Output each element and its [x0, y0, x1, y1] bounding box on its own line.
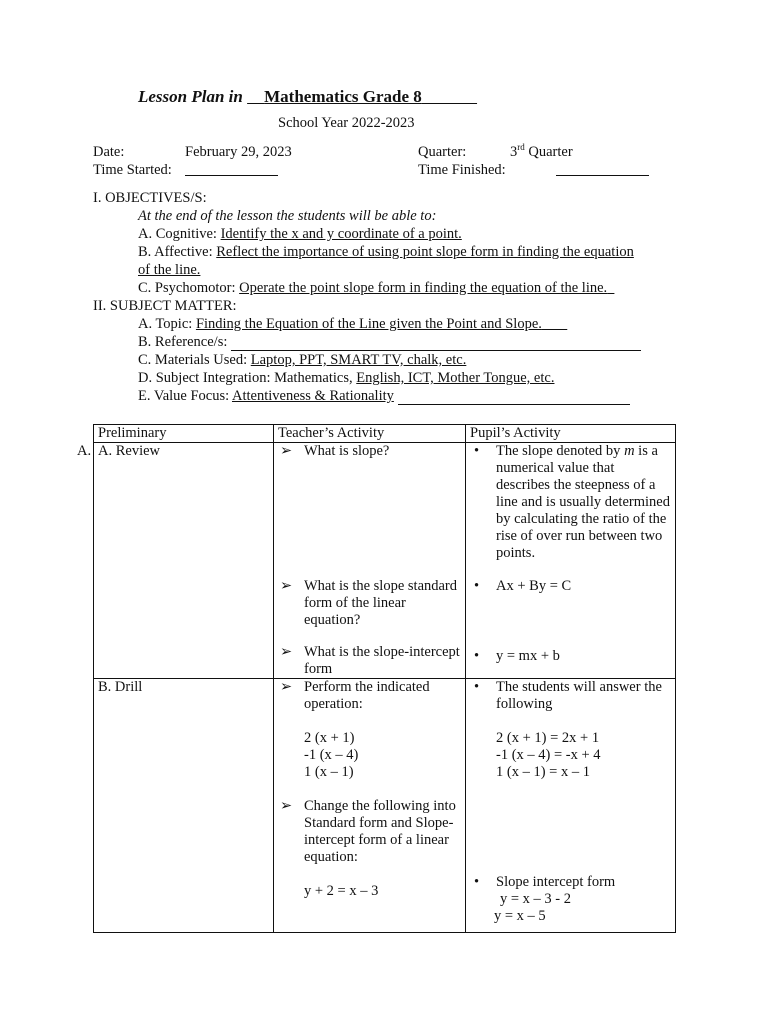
drill-teacher-eq2: -1 (x – 4)	[304, 747, 359, 763]
dot-bullet-icon: •	[474, 443, 480, 459]
drill-teacher-q1: ➢ Perform the indicated operation:	[280, 679, 430, 712]
time-started-label: Time Started:	[93, 162, 172, 178]
objectives-heading: I. OBJECTIVES/S:	[93, 190, 207, 206]
drill-teacher-q2: ➢ Change the following into Standard form and Slope-intercept form of a linear equation:	[280, 798, 456, 865]
drill-pupil-eq2: -1 (x – 4) = -x + 4	[496, 747, 601, 763]
subject-matter-heading: II. SUBJECT MATTER:	[93, 298, 237, 314]
lesson-plan-title	[138, 88, 477, 105]
review-pupil-cell	[466, 443, 676, 679]
objective-affective-line1: B. Affective: Reflect the importance of using point slope form in finding the equation	[138, 244, 634, 260]
arrow-bullet-icon: ➢	[280, 644, 293, 660]
objective-cognitive: A. Cognitive: Identify the x and y coordinate of a point.	[138, 226, 462, 242]
lesson-table	[93, 424, 676, 933]
drill-pupil-eq5: y = x – 5	[494, 908, 546, 924]
table-row-review	[94, 443, 676, 679]
date-label: Date:	[93, 144, 125, 160]
quarter-label: Quarter:	[418, 144, 467, 160]
header-pupil: Pupil’s Activity	[466, 425, 676, 443]
subject-topic: A. Topic: Finding the Equation of the Line given the Point and Slope.	[138, 316, 542, 332]
dot-bullet-icon: •	[474, 874, 480, 890]
dot-bullet-icon: •	[474, 578, 480, 594]
table-row-drill	[94, 679, 676, 933]
drill-pupil-eq1: 2 (x + 1) = 2x + 1	[496, 730, 600, 746]
drill-teacher-eq1: 2 (x + 1)	[304, 730, 355, 746]
drill-teacher-eq3: 1 (x – 1)	[304, 764, 354, 780]
objective-psychomotor: C. Psychomotor: Operate the point slope form in finding the equation of the line.	[138, 280, 608, 296]
arrow-bullet-icon: ➢	[280, 798, 293, 814]
drill-pupil-a2: • Slope intercept form	[470, 874, 671, 891]
drill-pupil-cell	[466, 679, 676, 933]
time-started-blank	[185, 160, 278, 176]
drill-teacher-cell	[274, 679, 466, 933]
drill-pupil-eq3: 1 (x – 1) = x – 1	[496, 764, 590, 780]
review-teacher-q2: ➢ What is the slope standard form of the linear equation?	[278, 578, 461, 644]
title-prefix: Lesson Plan in	[138, 87, 243, 106]
reference-blank	[231, 335, 641, 351]
subject-materials: C. Materials Used: Laptop, PPT, SMART TV, chalk, etc.	[138, 352, 467, 368]
review-teacher-q1: ➢ What is slope?	[278, 443, 461, 578]
drill-label: B. Drill	[94, 679, 274, 933]
arrow-bullet-icon: ➢	[280, 443, 293, 459]
drill-pupil-a1: • The students will answer the following	[470, 679, 671, 713]
review-teacher-cell	[274, 443, 466, 679]
review-pupil-a3: • y = mx + b	[470, 644, 671, 665]
review-teacher-q3: ➢ What is the slope-intercept form	[280, 644, 460, 677]
drill-teacher-eq4: y + 2 = x – 3	[304, 883, 379, 899]
objective-affective-line2: of the line.	[138, 262, 201, 278]
header-teacher: Teacher’s Activity	[274, 425, 466, 443]
side-marker: A.	[77, 443, 92, 459]
date-value: February 29, 2023	[185, 144, 292, 160]
dot-bullet-icon: •	[474, 648, 480, 664]
value-blank	[398, 389, 630, 405]
quarter-value: 3rd Quarter	[510, 142, 573, 160]
objectives-intro: At the end of the lesson the students will be able to:	[138, 208, 437, 224]
dot-bullet-icon: •	[474, 679, 480, 695]
subject-value-focus: E. Value Focus: Attentiveness & Rationality	[138, 388, 630, 405]
title-subject: Mathematics Grade 8	[264, 87, 422, 106]
arrow-bullet-icon: ➢	[280, 578, 293, 594]
time-finished-blank	[556, 160, 649, 176]
drill-pupil-eq4: y = x – 3 - 2	[500, 891, 572, 907]
school-year: School Year 2022-2023	[278, 115, 415, 131]
time-finished-label: Time Finished:	[418, 162, 506, 178]
subject-integration: D. Subject Integration: Mathematics, English, ICT, Mother Tongue, etc.	[138, 370, 555, 386]
subject-reference: B. Reference/s:	[138, 334, 641, 351]
review-pupil-a1: • The slope denoted by m is a numerical value that describes the steepness of a line and is usually determined by calculating the ratio of the rise of over run between two points.	[470, 443, 671, 578]
arrow-bullet-icon: ➢	[280, 679, 293, 695]
review-pupil-a2: • Ax + By = C	[470, 578, 671, 644]
header-preliminary: Preliminary	[94, 425, 274, 443]
review-label: A. Review	[94, 443, 274, 679]
table-header-row	[94, 425, 676, 443]
